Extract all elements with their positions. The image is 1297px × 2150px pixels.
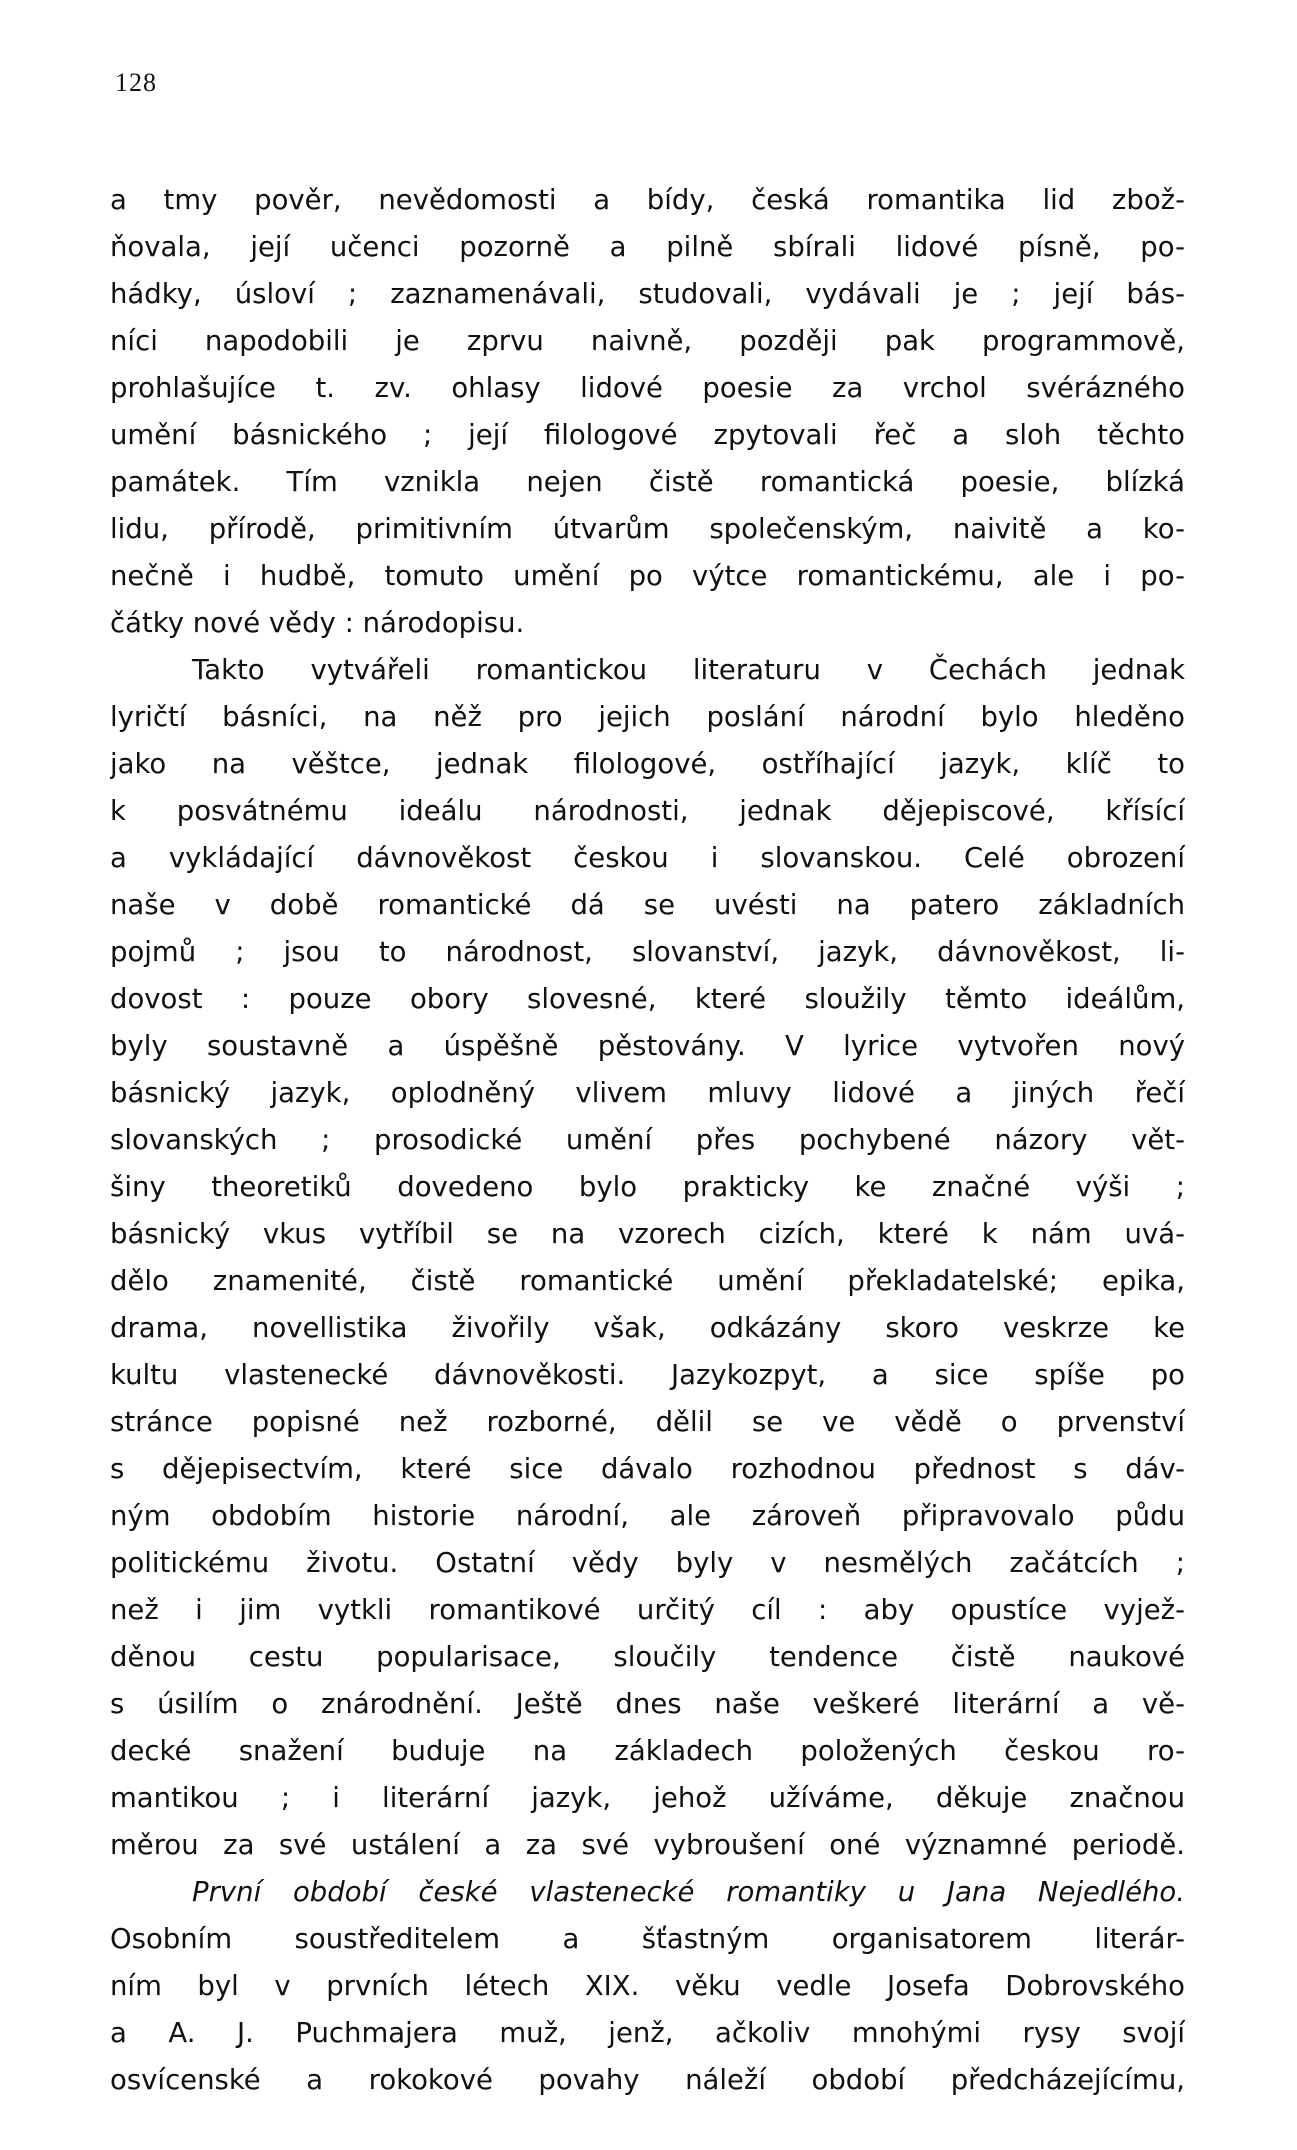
- text-line: dělo znamenité, čistě romantické umění překladatelské; epika,: [110, 1265, 1185, 1297]
- text-line: básnický jazyk, oplodněný vlivem mluvy lidové a jiných řečí: [110, 1077, 1185, 1109]
- text-line: k posvátnému ideálu národnosti, jednak dějepiscové, křísící: [110, 795, 1185, 827]
- text-line: a vykládající dávnověkost českou i slovanskou. Celé obrození: [110, 842, 1185, 874]
- text-line: pojmů ; jsou to národnost, slovanství, jazyk, dávnověkost, li-: [110, 936, 1185, 968]
- text-line: naše v době romantické dá se uvésti na patero základních: [110, 889, 1185, 921]
- text-line: osvícenské a rokokové povahy náleží období předcházejícímu,: [110, 2064, 1185, 2096]
- text-line: čátky nové vědy : národopisu.: [110, 607, 525, 639]
- text-line: s úsilím o znárodnění. Ještě dnes naše veškeré literární a vě-: [110, 1688, 1185, 1720]
- text-line: jako na věštce, jednak filologové, ostříhající jazyk, klíč to: [110, 748, 1185, 780]
- text-line: básnický vkus vytříbil se na vzorech cizích, které k nám uvá-: [110, 1218, 1185, 1250]
- text-line: lyričtí básníci, na něž pro jejich poslání národní bylo hleděno: [110, 701, 1185, 733]
- text-line: lidu, přírodě, primitivním útvarům společenským, naivitě a ko-: [110, 513, 1185, 545]
- text-line: památek. Tím vznikla nejen čistě romantická poesie, blízká: [110, 466, 1185, 498]
- text-line: slovanských ; prosodické umění přes pochybené názory vět-: [110, 1124, 1185, 1156]
- text-line: s dějepisectvím, které sice dávalo rozhodnou přednost s dáv-: [110, 1453, 1185, 1485]
- text-line: mantikou ; i literární jazyk, jehož užíváme, děkuje značnou: [110, 1782, 1185, 1814]
- page-number: 128: [115, 68, 157, 97]
- text-line: politickému životu. Ostatní vědy byly v nesmělých začátcích ;: [110, 1547, 1185, 1579]
- text-line: prohlašujíce t. zv. ohlasy lidové poesie za vrchol svérázného: [110, 372, 1185, 404]
- body-text: [110, 177, 1185, 2104]
- text-line: měrou za své ustálení a za své vybroušení oné významné periodě.: [110, 1829, 1185, 1861]
- text-line: níci napodobili je zprvu naivně, později pak programmově,: [110, 325, 1185, 357]
- text-line: umění básnického ; její filologové zpytovali řeč a sloh těchto: [110, 419, 1185, 451]
- text-line: a tmy pověr, nevědomosti a bídy, česká romantika lid zbož-: [110, 184, 1185, 216]
- text-line: než i jim vytkli romantikové určitý cíl : aby opustíce vyjež-: [110, 1594, 1185, 1626]
- text-line: ňovala, její učenci pozorně a pilně sbírali lidové písně, po-: [110, 231, 1185, 263]
- text-line: stránce popisné než rozborné, dělil se ve vědě o prvenství: [110, 1406, 1185, 1438]
- text-line: decké snažení buduje na základech položených českou ro-: [110, 1735, 1185, 1767]
- text-line: děnou cestu popularisace, sloučily tendence čistě naukové: [110, 1641, 1185, 1673]
- text-line: kultu vlastenecké dávnověkosti. Jazykozpyt, a sice spíše po: [110, 1359, 1185, 1391]
- text-line: a A. J. Puchmajera muž, jenž, ačkoliv mnohými rysy svojí: [110, 2017, 1185, 2049]
- text-line: Takto vytvářeli romantickou literaturu v Čechách jednak: [192, 654, 1185, 686]
- text-line: Osobním soustředitelem a šťastným organisatorem literár-: [110, 1923, 1185, 1955]
- text-line: ním byl v prvních létech XIX. věku vedle Josefa Dobrovského: [110, 1970, 1185, 2002]
- text-line: šiny theoretiků dovedeno bylo prakticky ke značné výši ;: [110, 1171, 1185, 1203]
- text-line: dovost : pouze obory slovesné, které sloužily těmto ideálům,: [110, 983, 1185, 1015]
- text-line: hádky, úsloví ; zaznamenávali, studovali, vydávali je ; její bás-: [110, 278, 1185, 310]
- text-line: ným obdobím historie národní, ale zároveň připravovalo půdu: [110, 1500, 1185, 1532]
- text-line: byly soustavně a úspěšně pěstovány. V lyrice vytvořen nový: [110, 1030, 1185, 1062]
- text-line: nečně i hudbě, tomuto umění po výtce romantickému, ale i po-: [110, 560, 1185, 592]
- text-line: drama, novellistika živořily však, odkázány skoro veskrze ke: [110, 1312, 1185, 1344]
- text-line: První období české vlastenecké romantiky u Jana Nejedlého.: [192, 1876, 1185, 1908]
